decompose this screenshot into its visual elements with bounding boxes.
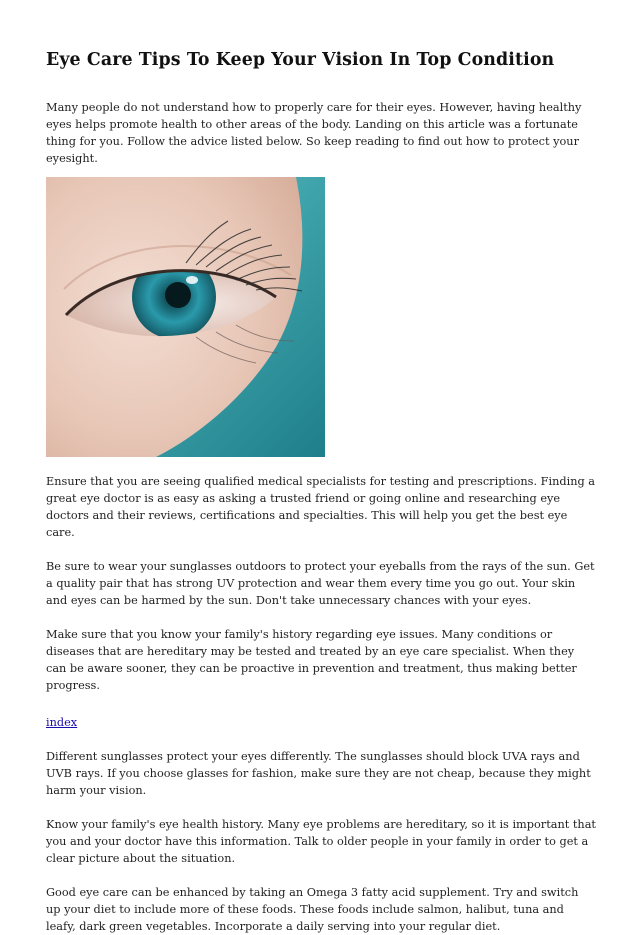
pupil (165, 282, 191, 308)
paragraph: Be sure to wear your sunglasses outdoors to protect your eyeballs from the rays of the sun. Get a quality pair that has strong UV protection and wear them every time you go out. Your skin and eyes can be harmed by the sun. Don't take unnecessary chances with your eyes. (46, 560, 595, 607)
link-row (46, 711, 596, 731)
eye-closeup-image (46, 177, 325, 457)
page-title: Eye Care Tips To Keep Your Vision In Top Condition (46, 50, 555, 70)
intro-paragraph: Many people do not understand how to properly care for their eyes. However, having healthy eyes helps promote health to other areas of the body. Landing on this article was a fortunate thing for you. Follow the advice listed below. So keep reading to find out how to protect your eyesight. (46, 101, 582, 165)
paragraph: Make sure that you know your family's history regarding eye issues. Many conditions or diseases that are hereditary may be tested and treated by an eye care specialist. When they can be aware sooner, they can be proactive in prevention and treatment, thus making better progress. (46, 628, 577, 692)
paragraph: Different sunglasses protect your eyes differently. The sunglasses should block UVA rays and UVB rays. If you choose glasses for fashion, make sure they are not cheap, because they might harm your vision. (46, 750, 591, 797)
article (46, 48, 596, 935)
eye-highlight (186, 276, 198, 284)
paragraph: Know your family's eye health history. Many eye problems are hereditary, so it is important that you and your doctor have this information. Talk to older people in your family in order to get a clear picture about the situation. (46, 818, 596, 865)
index-link[interactable]: index (46, 716, 78, 729)
paragraph: Good eye care can be enhanced by taking an Omega 3 fatty acid supplement. Try and switch up your diet to include more of these foods. These foods include salmon, halibut, tuna and leafy, dark green vegetables. Incorporate a daily serving into your regular diet. (46, 886, 579, 933)
paragraph: Ensure that you are seeing qualified medical specialists for testing and prescriptions. Finding a great eye doctor is as easy as asking a trusted friend or going online and researching eye doctors and their reviews, certifications and specialties. This will help you get the best eye care. (46, 475, 596, 539)
